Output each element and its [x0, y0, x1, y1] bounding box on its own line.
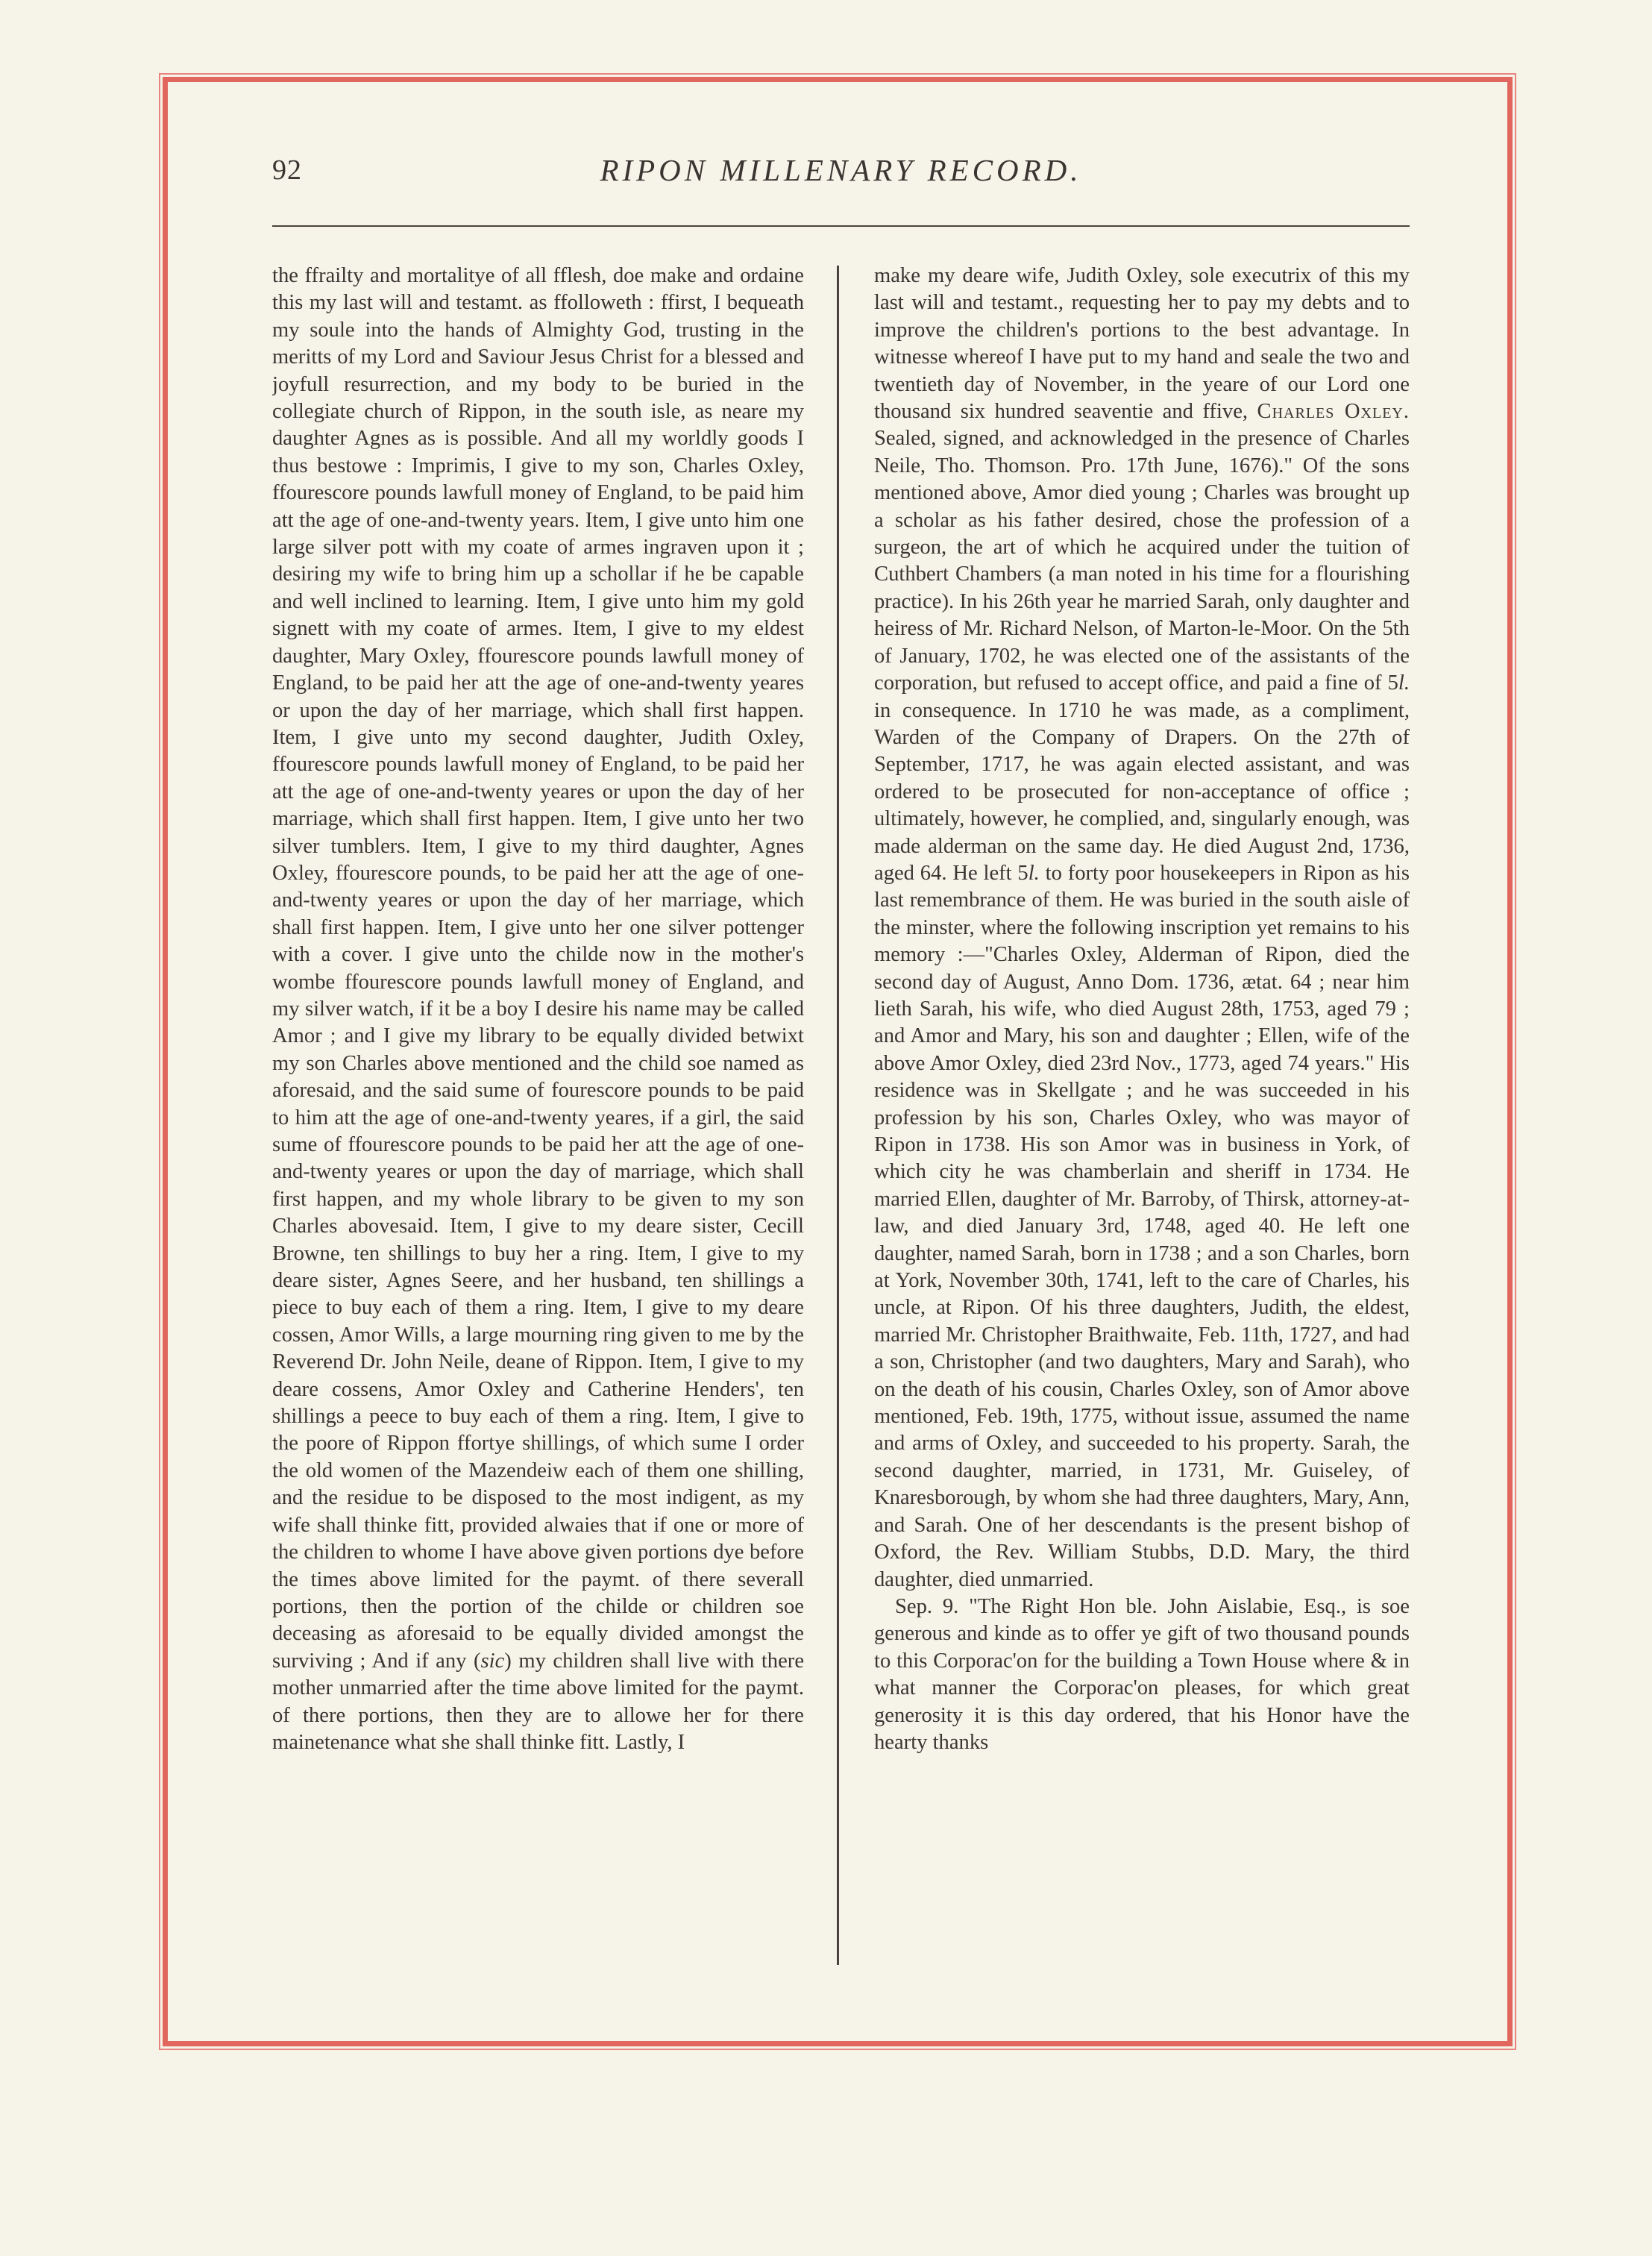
pound-mark: l. [1398, 671, 1410, 695]
left-column [272, 263, 804, 1971]
page-header [272, 149, 1410, 194]
right-column [874, 263, 1410, 1971]
signature: Charles Oxley. [1257, 400, 1410, 424]
right-column-paragraph-2: Sep. 9. "The Right Hon ble. John Aislabie, Esq., is soe generous and kinde as to offer ye gift of two thousand pounds to this Corporac'on for the building a Town House where & in what manner the Corporac'on pleases, for which great generosity it is this day ordered, that his Honor have the hearty thanks [874, 1594, 1410, 1754]
right-column-text-b: Sealed, signed, and acknowledged in the presence of Charles Neile, Tho. Thomson. Pro. 17th June, 1676)." Of the sons mentioned above, Amor died young ; Charles was brought up a scholar as his father desired, chose the profession of a surgeon, the art of which he acquired under the tuition of Cuthbert Chambers (a man noted in his time for a flourishing practice). In his 26th year he married Sarah, only daughter and heiress of Mr. Richard Nelson, of Marton-le-Moor. On the 5th of January, 1702, he was elected one of the assistants of the corporation, but refused to accept office, and paid a fine of 5 [874, 427, 1410, 695]
column-divider [837, 266, 839, 1965]
page-number: 92 [272, 154, 302, 186]
running-title: RIPON MILLENARY RECORD. [600, 153, 1082, 187]
header-rule [272, 225, 1410, 227]
right-column-paragraph [874, 263, 1410, 1594]
right-column-text-c: in consequence. In 1710 he was made, as a compliment, Warden of the Company of Drapers. On the 27th of September, 1717, he was again elected assistant, and was ordered to be prosecuted for non-acceptance of office ; ultimately, however, he complied, and, singularly enough, was made alderman on the same day. He died August 2nd, 1736, aged 64. He left 5 [874, 698, 1410, 885]
pound-mark: l. [1028, 861, 1040, 885]
left-column-text: the ffrailty and mortalitye of all fflesh, doe make and ordaine this my last will and testamt. as ffolloweth : ffirst, I bequeath my soule into the hands of Almighty God, trusting in the meritts of my Lord and Saviour Jesus Christ for a blessed and joyfull resurrection, and my body to be buried in the collegiate church of Rippon, in the south isle, as neare my daughter Agnes as is possible. And all my worldly goods I thus bestowe : Imprimis, I give to my son, Charles Oxley, ffourescore pounds lawfull money of England, to be paid him att the age of one-and-twenty years. Item, I give unto him one large silver pott with my coate of armes ingraven upon it ; desiring my wife to bring him up a schollar if he be capable and well inclined to learning. Item, I give unto him my gold signett with my coate of armes. Item, I give to my eldest daughter, Mary Oxley, ffourescore pounds lawfull money of England, to be paid her att the age of one-and-twenty yeares or upon the day of her marriage, which shall first happen. Item, I give unto my second daughter, Judith Oxley, ffourescore pounds lawfull money of England, to be paid her att the age of one-and-twenty yeares or upon the day of her marriage, which shall first happen. Item, I give unto her two silver tumblers. Item, I give to my third daughter, Agnes Oxley, ffourescore pounds, to be paid her att the age of one-and-twenty yeares or upon the day of her marriage, which shall first happen. Item, I give unto her one silver pottenger with a cover. I give unto the childe now in the mother's wombe ffourescore pounds lawfull money of England, and my silver watch, if it be a boy I desire his name may be called Amor ; and I give my library to be equally divided betwixt my son Charles above mentioned and the child soe named as aforesaid, and the said sume of fourescore pounds to be paid to him att the age of one-and-twenty yeares, if a girl, the said sume of ffourescore pounds to be paid her att the age of one-and-twenty yeares or upon the day of marriage, which shall first happen, and my whole library to be given to my son Charles abovesaid. Item, I give to my deare sister, Cecill Browne, ten shillings to buy her a ring. Item, I give to my deare sister, Agnes Seere, and her husband, ten shillings a piece to buy each of them a ring. Item, I give to my deare cossen, Amor Wills, a large mourning ring given to me by the Reverend Dr. John Neile, deane of Rippon. Item, I give to my deare cossens, Amor Oxley and Catherine Henders', ten shillings a peece to buy each of them a ring. Item, I give to the poore of Rippon ffortye shillings, of which sume I order the old women of the Mazendeiw each of them one shilling, and the residue to be disposed to the most indigent, as my wife shall thinke fitt, provided alwaies that if one or more of the children to whome I have above given portions dye before the times above limited for the paymt. of there severall portions, then the portion of the childe or children soe deceasing as aforesaid to be equally divided amongst the surviving ; And if any [272, 264, 804, 1673]
right-column-text-d: to forty poor housekeepers in Ripon as his last remembrance of them. He was buried in the south aisle of the minster, where the following inscription yet remains to his memory :—"Charles Oxley, Alderman of Ripon, died the second day of August, Anno Dom. 1736, ætat. 64 ; near him lieth Sarah, his wife, who died August 28th, 1753, aged 79 ; and Amor and Mary, his son and daughter ; Ellen, wife of the above Amor Oxley, died 23rd Nov., 1773, aged 74 years." His residence was in Skellgate ; and he was succeeded in his profession by his son, Charles Oxley, who was mayor of Ripon in 1738. His son Amor was in business in York, of which city he was chamberlain and sheriff in 1734. He married Ellen, daughter of Mr. Barroby, of Thirsk, attorney-at-law, and died January 3rd, 1748, aged 40. He left one daughter, named Sarah, born in 1738 ; and a son Charles, born at York, November 30th, 1741, left to the care of Charles, his uncle, at Ripon. Of his three daughters, Judith, the eldest, married Mr. Christopher Braithwaite, Feb. 11th, 1727, and had a son, Christopher (and two daughters, Mary and Sarah), who on the death of his cousin, Charles Oxley, son of Amor above mentioned, Feb. 19th, 1775, without issue, assumed the name and arms of Oxley, and succeeded to his property. Sarah, the second daughter, married, in 1731, Mr. Guiseley, of Knaresborough, by whom she had three daughters, Mary, Ann, and Sarah. One of her descendants is the present bishop of Oxford, the Rev. William Stubbs, D.D. Mary, the third daughter, died unmarried. [874, 861, 1410, 1591]
left-column-paragraph: the ffrailty and mortalitye of all fflesh, doe make and ordaine this my last will and testamt. as ffolloweth : ffirst, I bequeath my soule into the hands of Almighty God, trusting in the meritts of my Lord and Saviour Jesus Christ for a blessed and joyfull resurrection, and my body to be buried in the collegiate church of Rippon, in the south isle, as neare my daughter Agnes as is possible. And all my worldly goods I thus bestowe : Imprimis, I give to my son, Charles Oxley, ffourescore pounds lawfull money of England, to be paid him att the age of one-and-twenty years. Item, I give unto him one large silver pott with my coate of armes ingraven upon it ; desiring my wife to bring him up a schollar if he be capable and well inclined to learning. Item, I give unto him my gold signett with my coate of armes. Item, I give to my eldest daughter, Mary Oxley, ffourescore pounds lawfull money of England, to be paid her att the age of one-and-twenty yeares or upon the day of her marriage, which shall first happen. Item, I give unto my second daughter, Judith Oxley, ffourescore pounds lawfull money of England, to be paid her att the age of one-and-twenty yeares or upon the day of her marriage, which shall first happen. Item, I give unto her two silver tumblers. Item, I give to my third daughter, Agnes Oxley, ffourescore pounds, to be paid her att the age of one-and-twenty yeares or upon the day of her marriage, which shall first happen. Item, I give unto her one silver pottenger with a cover. I give unto the childe now in the mother's wombe ffourescore pounds lawfull money of England, and my silver watch, if it be a boy I desire his name may be called Amor ; and I give my library to be equally divided betwixt my son Charles above mentioned and the child soe named as aforesaid, and the said sume of fourescore pounds to be paid to him att the age of one-and-twenty yeares, if a girl, the said sume of ffourescore pounds to be paid her att the age of one-and-twenty yeares or upon the day of marriage, which shall first happen, and my whole library to be given to my son Charles abovesaid. Item, I give to my deare sister, Cecill Browne, ten shillings to buy her a ring. Item, I give to my deare sister, Agnes Seere, and her husband, ten shillings a piece to buy each of them a ring. Item, I give to my deare cossen, Amor Wills, a large mourning ring given to me by the Reverend Dr. John Neile, deane of Rippon. Item, I give to my deare cossens, Amor Oxley and Catherine Henders', ten shillings a peece to buy each of them a ring. Item, I give to the poore of Rippon ffortye shillings, of which sume I order the old women of the Mazendeiw each of them one shilling, and the residue to be disposed to the most indigent, as my wife shall thinke fitt, provided alwaies that if one or more of the children to whome I have above given portions dye before the times above limited for the paymt. of there severall portions, then the portion of the childe or children soe deceasing as aforesaid to be equally divided amongst the surviving ; And if any (sic) my children shall live with there mother unmarried after the time above limited for the paymt. of there portions, then they are to allowe her for there mainetenance what she shall thinke fitt. Lastly, I [272, 264, 804, 1754]
right-column-text-a: make my deare wife, Judith Oxley, sole executrix of this my last will and testamt., requesting her to pay my debts and to improve the children's portions to the best advantage. In witnesse whereof I have put to my hand and seale the two and twentieth day of November, in the yeare of our Lord one thousand six hundred seaventie and ffive, [874, 264, 1410, 424]
left-column-text-end: my children shall live with there mother unmarried after the time above limited for the paymt. of there portions, then they are to allowe her for there mainetenance what she shall thinke fitt. Lastly, I [272, 1649, 804, 1754]
sic-mark: sic [480, 1649, 505, 1673]
